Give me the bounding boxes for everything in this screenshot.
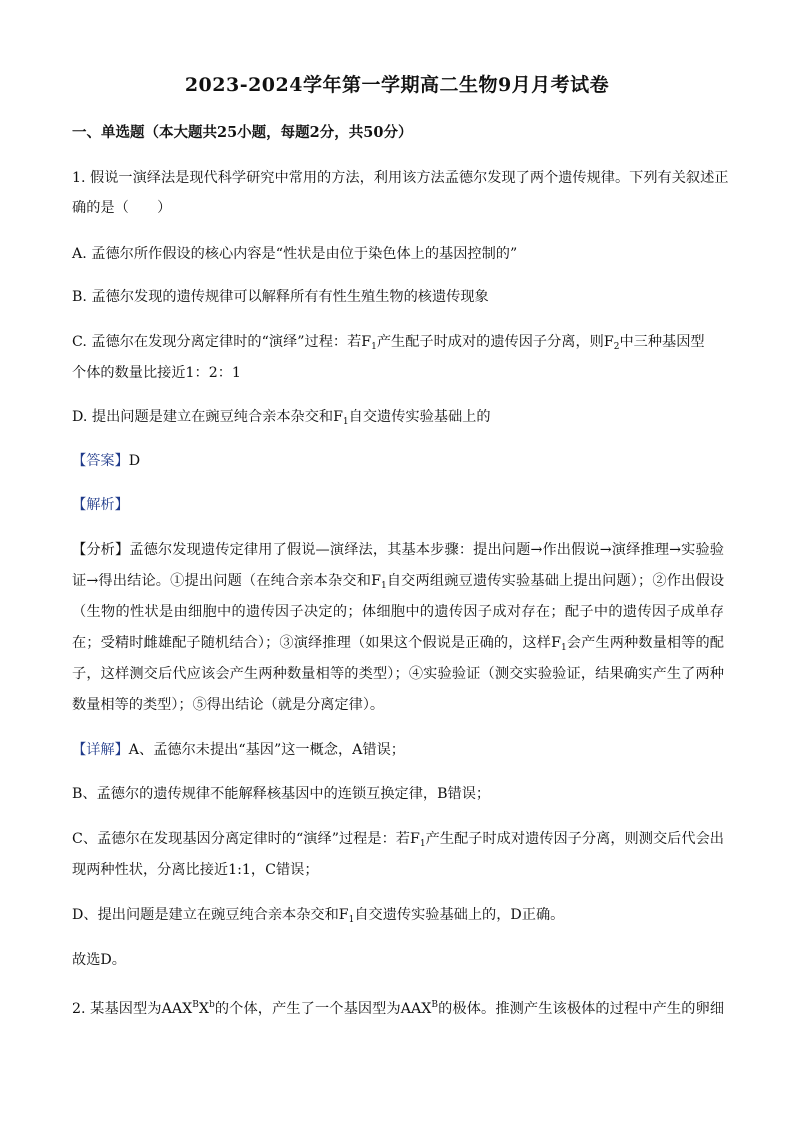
f1-subscript: 1 <box>560 643 567 653</box>
fenxi-tag: 【分析】 <box>72 542 130 558</box>
xiangjie-a-line <box>72 740 405 760</box>
xiangjie-b: B、孟德尔的遗传规律不能解释核基因中的连锁互换定律，B错误； <box>72 786 491 802</box>
q1-option-c-mid: 产生配子时成对的遗传因子分离，则F <box>376 334 614 350</box>
fenxi-line2 <box>72 571 724 596</box>
xiangjie-tag: 【详解】 <box>72 742 129 758</box>
answer-value: D <box>128 453 141 469</box>
fenxi-text1: 孟德尔发现遗传定律用了假说—演绎法，其基本步骤：提出问题→作出假说→演绎推理→实验验 <box>129 542 724 558</box>
fenxi-text2-post: 自交两组豌豆遗传实验基础上提出问题）；②作出假设 <box>386 573 725 589</box>
conclusion: 故选D。 <box>72 952 126 968</box>
f2-subscript: 2 <box>613 342 620 352</box>
q2-post: 的极体。推测产生该极体的过程中产生的卵细 <box>438 1001 725 1017</box>
fenxi-line6: 数量相等的类型）；⑤得出结论（就是分离定律）。 <box>72 697 385 713</box>
xiangjie-c-pre: C、孟德尔在发现基因分离定律时的“演绎”过程是：若F <box>72 831 420 847</box>
q2-pre: 2. 某基因型为AAX <box>72 1001 193 1017</box>
q1-option-c-post: 中三种基因型 <box>619 334 705 350</box>
q1-option-c <box>72 332 705 357</box>
xiangjie-c-line1 <box>72 829 724 854</box>
xiangjie-d-pre: D、提出问题是建立在豌豆纯合亲本杂交和F <box>72 907 349 923</box>
f1-subscript: 1 <box>342 417 349 427</box>
q1-option-d-post: 自交遗传实验基础上的 <box>348 409 491 425</box>
q1-option-a: A. 孟德尔所作假设的核心内容是“性状是由位于染色体上的基因控制的” <box>72 246 518 262</box>
fenxi-line1 <box>72 540 724 560</box>
f1-subscript: 1 <box>348 915 355 925</box>
q1-stem-line1: 1. 假说一演绎法是现代科学研究中常用的方法，利用该方法孟德尔发现了两个遗传规律。下列有关叙述正 <box>72 170 729 186</box>
f1-subscript: 1 <box>419 839 426 849</box>
fenxi-text2-pre: 证→得出结论。①提出问题（在纯合亲本杂交和F <box>72 573 381 589</box>
q1-option-d-pre: D. 提出问题是建立在豌豆纯合亲本杂交和F <box>72 409 343 425</box>
xiangjie-d-post: 自交遗传实验基础上的，D正确。 <box>354 907 565 923</box>
page-title: 2023-2024学年第一学期高二生物9月月考试卷 <box>184 74 610 96</box>
section-heading: 一、单选题（本大题共25小题，每题2分，共50分） <box>72 124 413 141</box>
xiangjie-d <box>72 905 564 930</box>
q1-option-b: B. 孟德尔发现的遗传规律可以解释所有有性生殖生物的核遗传现象 <box>72 289 489 305</box>
q1-stem-line2: 确的是（ ） <box>72 200 172 216</box>
f1-subscript: 1 <box>380 581 387 591</box>
xiangjie-a: A、孟德尔未提出“基因”这一概念，A错误； <box>128 742 405 758</box>
q1-option-c-line2: 个体的数量比接近1：2：1 <box>72 365 241 381</box>
q2-sup1: B <box>192 1000 199 1010</box>
fenxi-text4-pre: 在；受精时雌雄配子随机结合）；③演绎推理（如果这个假说是正确的，这样F <box>72 635 561 651</box>
fenxi-text4-post: 会产生两种数量相等的配 <box>566 635 724 651</box>
fenxi-line3: （生物的性状是由细胞中的遗传因子决定的；体细胞中的遗传因子成对存在；配子中的遗传因子成单存 <box>72 604 724 620</box>
q2-mid1: X <box>198 1001 209 1017</box>
q1-option-d <box>72 407 491 432</box>
answer-line <box>72 451 140 471</box>
q2-stem-line1 <box>72 995 724 1019</box>
q2-sup3: B <box>431 1000 438 1010</box>
answer-tag: 【答案】 <box>72 453 129 469</box>
q1-option-c-pre: C. 孟德尔在发现分离定律时的“演绎”过程：若F <box>72 334 372 350</box>
q2-sup2: b <box>209 1000 215 1010</box>
xiangjie-c-post: 产生配子时成对遗传因子分离，则测交后代会出 <box>425 831 724 847</box>
fenxi-line4 <box>72 633 724 658</box>
xiangjie-c-line2: 现两种性状，分离比接近1:1，C错误； <box>72 862 319 878</box>
f1-subscript: 1 <box>371 342 377 352</box>
analysis-tag: 【解析】 <box>72 497 129 513</box>
q2-mid2: 的个体，产生了一个基因型为AAX <box>214 1001 432 1017</box>
fenxi-line5: 子，这样测交后代应该会产生两种数量相等的类型）；④实验验证（测交实验验证，结果确实产生了两种 <box>72 666 724 682</box>
